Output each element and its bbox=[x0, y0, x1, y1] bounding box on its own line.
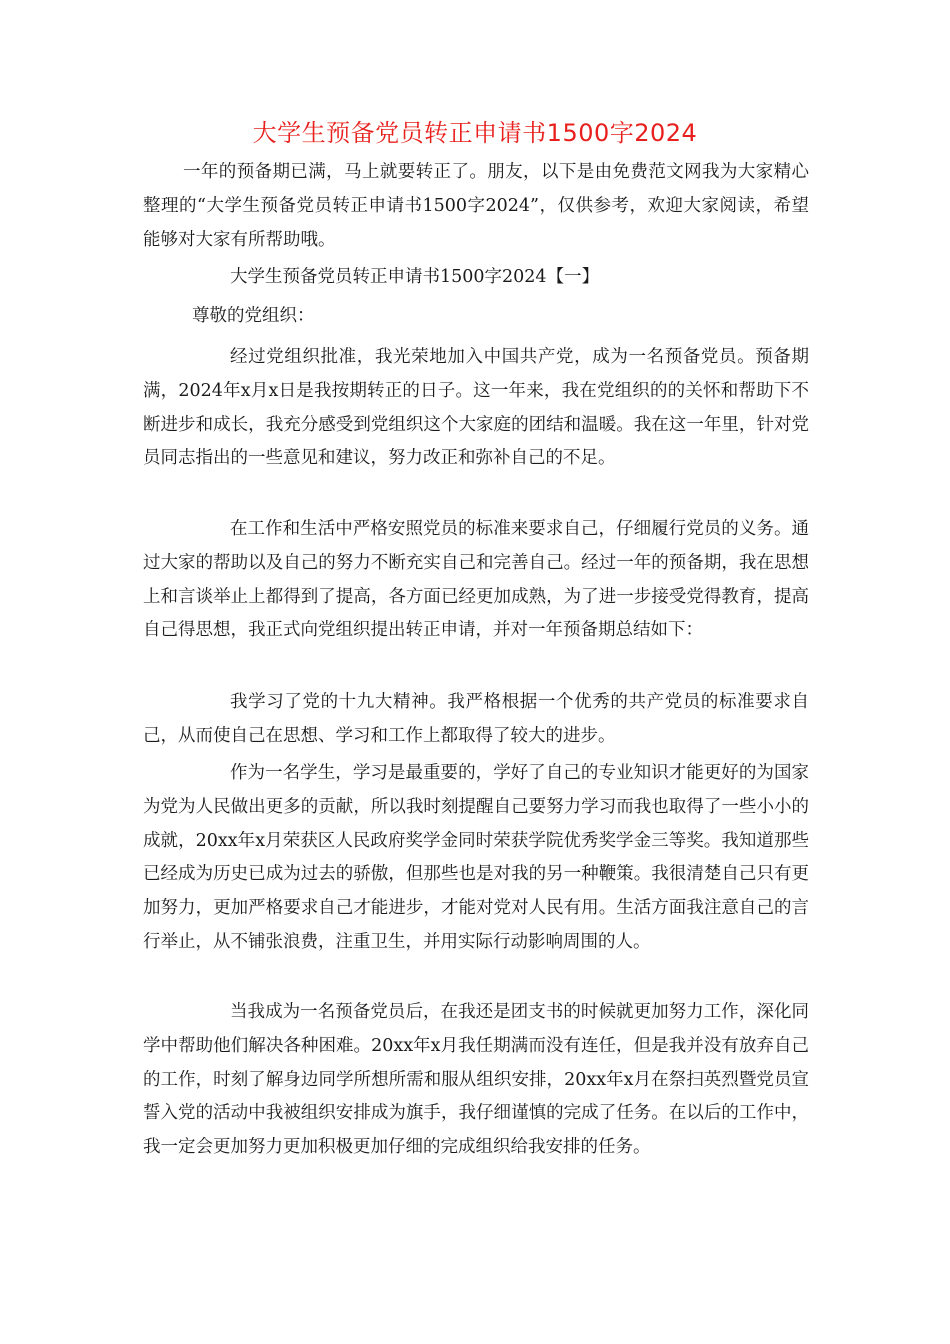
body-paragraph: 我学习了党的十九大精神。我严格根据一个优秀的共产党员的标准要求自己，从而使自己在思想、学习和工作上都取得了较大的进步。 bbox=[143, 692, 809, 746]
document-title: 大学生预备党员转正申请书1500字2024 bbox=[252, 119, 698, 147]
body-paragraph: 经过党组织批准，我光荣地加入中国共产党，成为一名预备党员。预备期满，2024年x月x日是我按期转正的日子。这一年来，我在党组织的的关怀和帮助下不断进步和成长，我充分感受到党组织这个大家庭的团结和温暖。我在这一年里，针对党员同志指出的一些意见和建议，努力改正和弥补自己的不足。 bbox=[143, 347, 809, 469]
body-paragraph: 当我成为一名预备党员后，在我还是团支书的时候就更加努力工作，深化同学中帮助他们解决各种困难。20xx年x月我任期满而没有连任，但是我并没有放弃自己的工作，时刻了解身边同学所想所需和服从组织安排，20xx年x月在祭扫英烈暨党员宣誓入党的活动中我被组织安排成为旗手，我仔细谨慎的完成了任务。在以后的工作中，我一定会更加努力更加积极更加仔细的完成组织给我安排的任务。 bbox=[143, 1002, 809, 1158]
body-paragraph: 作为一名学生，学习是最重要的，学好了自己的专业知识才能更好的为国家为党为人民做出更多的贡献，所以我时刻提醒自己要努力学习而我也取得了一些小小的成就，20xx年x月荣获区人民政府奖学金同时荣获学院优秀奖学金三等奖。我知道那些已经成为历史已成为过去的骄傲，但那些也是对我的另一种鞭策。我很清楚自己只有更加努力，更加严格要求自己才能进步，才能对党对人民有用。生活方面我注意自己的言行举止，从不铺张浪费，注重卫生，并用实际行动影响周围的人。 bbox=[143, 763, 809, 952]
section-title: 大学生预备党员转正申请书1500字2024【一】 bbox=[230, 267, 600, 287]
body-paragraph: 在工作和生活中严格安照党员的标准来要求自己，仔细履行党员的义务。通过大家的帮助以及自己的努力不断充实自己和完善自己。经过一年的预备期，我在思想上和言谈举止上都得到了提高，各方面已经更加成熟，为了进一步接受党得教育，提高自己得思想，我正式向党组织提出转正申请，并对一年预备期总结如下： bbox=[143, 519, 809, 641]
intro-paragraph: 一年的预备期已满，马上就要转正了。朋友，以下是由免费范文网我为大家精心整理的“大学生预备党员转正申请书1500字2024”，仅供参考，欢迎大家阅读，希望能够对大家有所帮助哦。 bbox=[143, 162, 809, 250]
salutation: 尊敬的党组织： bbox=[192, 306, 315, 326]
